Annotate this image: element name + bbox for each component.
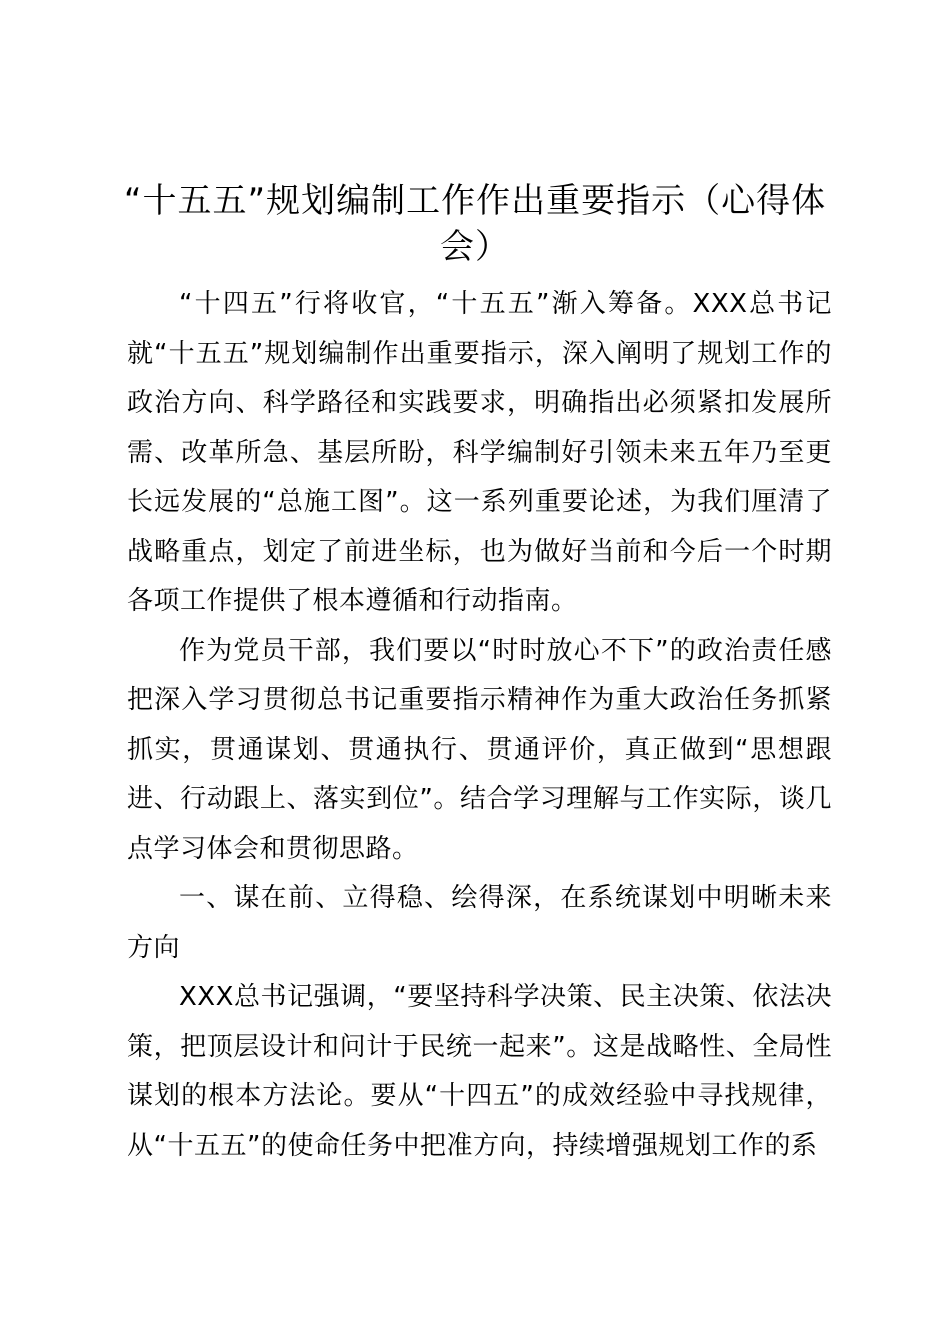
paragraph-intro: “十四五”行将收官，“十五五”渐入筹备。XXX总书记就“十五五”规划编制作出重要指示，深入阐明了规划工作的政治方向、科学路径和实践要求，明确指出必须紧扣发展所需、改革所急、基层所盼，科学编制好引领未来五年乃至更长远发展的“总施工图”。这一系列重要论述，为我们厘清了战略重点，划定了前进坐标，也为做好当前和今后一个时期各项工作提供了根本遵循和行动指南。	[127, 289, 832, 616]
section-heading-1: 一、谋在前、立得稳、绘得深，在系统谋划中明晰未来方向	[127, 883, 832, 963]
paragraph-section-1: XXX总书记强调，“要坚持科学决策、民主决策、依法决策，把顶层设计和问计于民统一起来”。这是战略性、全局性谋划的根本方法论。要从“十四五”的成效经验中寻找规律，从“十五五”的使命任务中把准方向，持续增强规划工作的系	[127, 982, 832, 1161]
paragraph-responsibility: 作为党员干部，我们要以“时时放心不下”的政治责任感把深入学习贯彻总书记重要指示精神作为重大政治任务抓紧抓实，贯通谋划、贯通执行、贯通评价，真正做到“思想跟进、行动跟上、落实到位”。结合学习理解与工作实际，谈几点学习体会和贯彻思路。	[127, 635, 832, 864]
document-title: “十五五”规划编制工作作出重要指示（心得体会）	[123, 181, 827, 267]
document-body	[127, 280, 832, 1171]
